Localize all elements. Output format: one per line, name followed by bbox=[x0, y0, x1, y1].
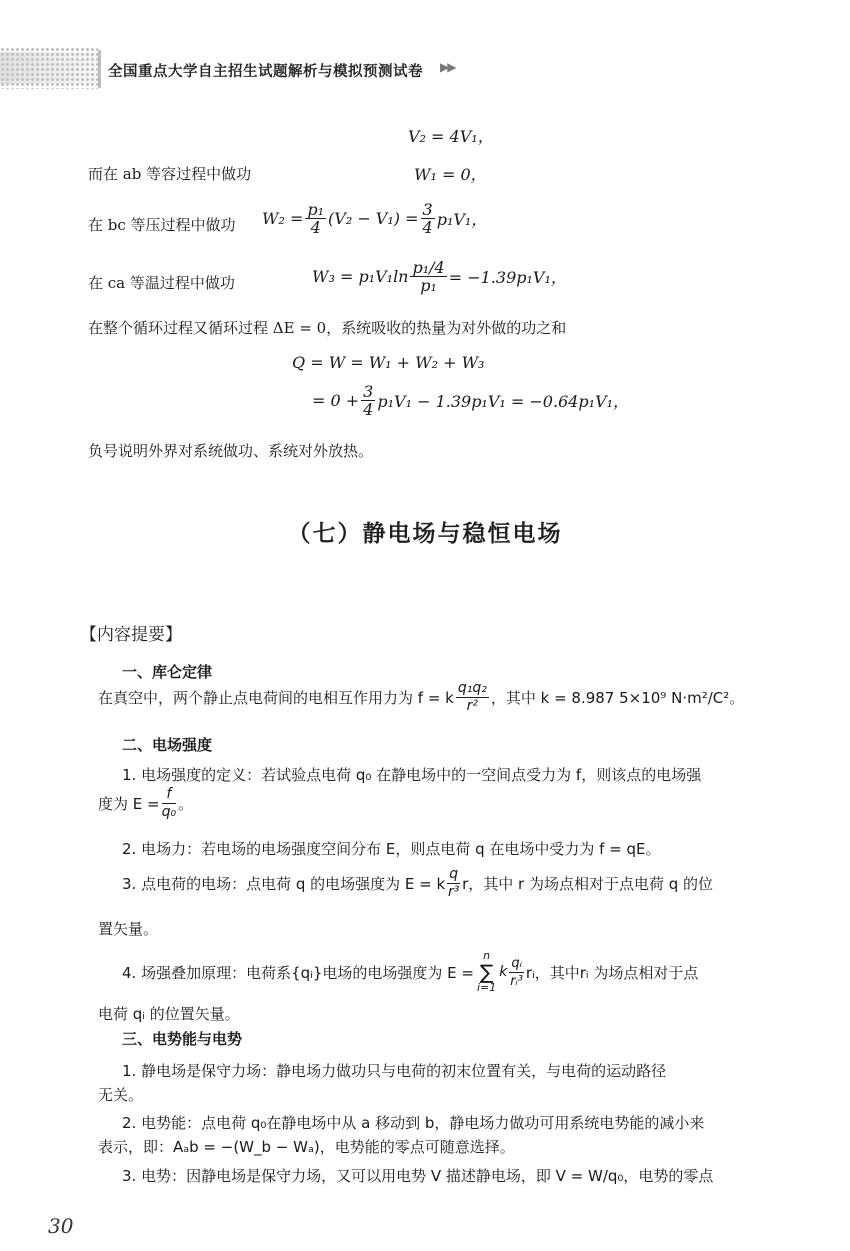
potential-energy-line1: 2. 电势能：点电荷 q₀在静电场中从 a 移动到 b，静电场力做功可用系统电势能的减小来 bbox=[122, 1114, 705, 1132]
summation-lower: i=1 bbox=[476, 981, 497, 994]
point-charge-field-line2: 置矢量。 bbox=[98, 920, 159, 938]
fraction-qi-over-ri3 bbox=[509, 955, 524, 990]
point-charge-lead: 3. 点电荷的电场：点电荷 q 的电场强度为 E = k bbox=[122, 875, 446, 893]
fraction-denominator: r³ bbox=[447, 884, 460, 900]
fraction-numerator: 3 bbox=[422, 200, 433, 219]
heading-field-strength: 二、电场强度 bbox=[122, 736, 213, 754]
fraction-denominator: q₀ bbox=[161, 804, 177, 820]
fraction-3-over-4 bbox=[421, 201, 435, 236]
potential-line1: 3. 电势：因静电场是保守力场，又可以用电势 V 描述静电场，即 V = W/q₀，电势的零点 bbox=[122, 1167, 714, 1185]
fraction-denominator: 4 bbox=[363, 400, 374, 419]
fraction-denominator: p₁ bbox=[420, 276, 437, 295]
equation-q-result-lhs: = 0 + bbox=[312, 391, 360, 410]
fraction-numerator: p₁/4 bbox=[412, 258, 445, 277]
point-charge-tail: r，其中 r 为场点相对于点电荷 q 的位 bbox=[462, 875, 714, 893]
coulomb-constant-k: k bbox=[499, 964, 508, 980]
fraction-3-over-4 bbox=[361, 383, 375, 418]
header-gray-band bbox=[0, 52, 98, 84]
equation-w3-rhs: = −1.39p₁V₁， bbox=[448, 268, 567, 287]
superposition-tail: rᵢ，其中rᵢ 为场点相对于点 bbox=[525, 963, 699, 982]
fraction-denominator: rᵢ³ bbox=[510, 973, 524, 989]
equation-w2 bbox=[262, 201, 487, 236]
conservative-field-line1: 1. 静电场是保守力场：静电场力做功只与电荷的初末位置有关，与电荷的运动路径 bbox=[122, 1062, 667, 1080]
coulomb-text-tail: ，其中 k = 8.987 5×10⁹ N·m²/C²。 bbox=[490, 689, 745, 707]
fraction-denominator: 4 bbox=[422, 218, 433, 237]
fraction-q1q2-over-r2 bbox=[456, 680, 489, 715]
summation-upper: n bbox=[483, 949, 491, 962]
section-title: （七）静电场与稳恒电场 bbox=[287, 521, 563, 547]
header-title: 全国重点大学自主招生试题解析与模拟预测试卷 bbox=[108, 64, 423, 80]
heading-coulomb-law: 一、库仑定律 bbox=[122, 663, 213, 681]
fraction-q-over-r3 bbox=[447, 866, 460, 901]
superposition-line1 bbox=[122, 950, 698, 994]
coulomb-text-lead: 在真空中，两个静止点电荷间的电相互作用力为 f = k bbox=[98, 689, 454, 707]
bc-process-label: 在 bc 等压过程中做功 bbox=[88, 216, 236, 234]
equation-w3-lhs: W₃ = p₁V₁ln bbox=[312, 267, 409, 286]
field-force-text: 2. 电场力：若电场的电场强度空间分布 E，则点电荷 q 在电场中受力为 f = qE。 bbox=[122, 840, 661, 858]
fraction-p1-4-over-p1 bbox=[410, 259, 446, 294]
fraction-numerator: qᵢ bbox=[511, 955, 522, 971]
equation-q-result-rhs: p₁V₁ − 1.39p₁V₁ = −0.64p₁V₁， bbox=[377, 392, 630, 411]
page-number: 30 bbox=[48, 1214, 74, 1238]
conservative-field-line2: 无关。 bbox=[98, 1086, 144, 1104]
fraction-numerator: q bbox=[449, 866, 459, 882]
coulomb-law-text bbox=[98, 680, 744, 715]
superposition-line2: 电荷 qᵢ 的位置矢量。 bbox=[98, 1005, 240, 1023]
fraction-numerator: p₁ bbox=[307, 200, 325, 219]
equation-w1: W₁ = 0， bbox=[414, 165, 487, 184]
content-summary-label: 【内容提要】 bbox=[80, 625, 182, 645]
equation-v2: V₂ = 4V₁， bbox=[408, 127, 494, 146]
equation-q-result bbox=[312, 383, 629, 418]
field-definition-line1: 1. 电场强度的定义：若试验点电荷 q₀ 在静电场中的一空间点受力为 f，则该点的电场强 bbox=[122, 766, 702, 784]
header-arrows-icon: ▶▶ bbox=[440, 60, 455, 74]
fraction-numerator: f bbox=[162, 786, 177, 804]
equation-w2-lhs: W₂ = bbox=[262, 209, 304, 228]
field-definition-lead: 度为 E = bbox=[98, 795, 160, 813]
field-definition-end: 。 bbox=[178, 795, 194, 813]
equation-q: Q = W = W₁ + W₂ + W₃ bbox=[292, 353, 485, 372]
fraction-numerator: q₁q₂ bbox=[457, 680, 487, 696]
sign-explanation: 负号说明外界对系统做功、系统对外放热。 bbox=[88, 442, 374, 460]
equation-w2-mid: (V₂ − V₁) = bbox=[328, 209, 419, 228]
potential-energy-line2: 表示，即：Aₐb = −(W_b − Wₐ)，电势能的零点可随意选择。 bbox=[98, 1138, 515, 1156]
point-charge-field-line1 bbox=[122, 866, 713, 901]
fraction-denominator: r² bbox=[466, 698, 479, 714]
superposition-lead: 4. 场强叠加原理：电荷系{qᵢ}电场的电场强度为 E = bbox=[122, 963, 474, 982]
running-header bbox=[0, 0, 850, 92]
ca-process-label: 在 ca 等温过程中做功 bbox=[88, 274, 235, 292]
equation-w2-rhs: p₁V₁， bbox=[436, 210, 488, 229]
fraction-f-over-q0 bbox=[162, 786, 177, 821]
ab-process-label: 而在 ab 等容过程中做功 bbox=[88, 165, 252, 183]
fraction-denominator: 4 bbox=[310, 218, 321, 237]
summation-symbol bbox=[477, 950, 496, 994]
fraction-numerator: 3 bbox=[363, 382, 374, 401]
field-definition-line2 bbox=[98, 786, 193, 821]
heading-potential: 三、电势能与电势 bbox=[122, 1030, 243, 1048]
cycle-statement: 在整个循环过程又循环过程 ΔE = 0，系统吸收的热量为对外做的功之和 bbox=[88, 319, 567, 337]
equation-w3 bbox=[312, 259, 567, 294]
sigma-icon: ∑ bbox=[479, 960, 494, 984]
header-separator bbox=[98, 50, 101, 88]
fraction-p1-over-4 bbox=[305, 201, 326, 236]
